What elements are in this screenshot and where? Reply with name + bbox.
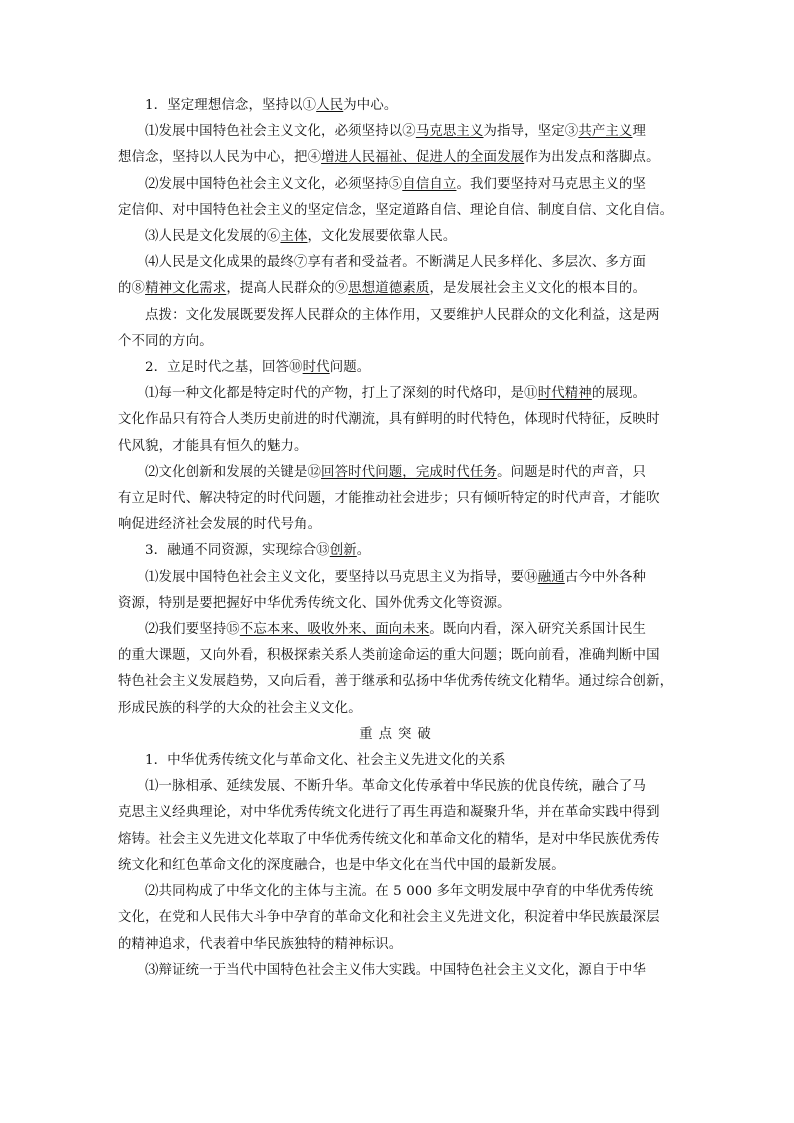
underlined-answer: 主体 xyxy=(280,229,308,245)
underlined-answer: 思想道德素质 xyxy=(348,281,430,297)
point-2-heading xyxy=(118,355,678,381)
text-segment: 文化作品只有符合人类历史前进的时代潮流，具有鲜明的时代特色，体现时代特征，反映时 xyxy=(118,412,660,428)
underlined-answer: 不忘本来、吸收外来、面向未来 xyxy=(239,622,430,638)
point-2-1-line3 xyxy=(118,434,678,460)
text-segment: 点拨：文化发展既要发挥人民群众的主体作用，又要维护人民群众的文化利益，这是两 xyxy=(145,307,660,323)
tip-line1 xyxy=(118,303,678,329)
text-segment: ，是发展社会主义文化的根本目的。 xyxy=(429,281,647,297)
text-segment: 个不同的方向。 xyxy=(118,333,213,349)
underlined-answer: 创新 xyxy=(329,543,357,559)
point-1-3 xyxy=(118,224,678,250)
text-segment: ⑴发展中国特色社会主义文化，要坚持以马克思主义为指导，要⑭ xyxy=(145,569,538,585)
text-segment: 克思主义经典理论，对中华优秀传统文化进行了再生再造和凝聚升华，并在革命实践中得到 xyxy=(118,805,660,821)
breakthrough-1-1-line1 xyxy=(118,774,678,800)
text-segment: 。问题是时代的声音，只 xyxy=(497,464,647,480)
point-1-1-line2 xyxy=(118,145,678,171)
breakthrough-1-heading xyxy=(118,748,678,774)
text-segment: 想信念，坚持以人民为中心，把④ xyxy=(118,150,322,166)
text-segment: 问题。 xyxy=(329,360,371,376)
underlined-answer: 增进人民福祉、促进人的全面发展 xyxy=(321,150,525,166)
text-segment: ⑶人民是文化发展的⑥ xyxy=(145,229,281,245)
text-segment: ⑴每一种文化都是特定时代的产物，打上了深刻的时代烙印，是⑪ xyxy=(145,386,538,402)
text-segment: 特色社会主义发展趋势，又向后看，善于继承和弘扬中华优秀传统文化精华。通过综合创新， xyxy=(118,674,674,690)
text-segment: 2．立足时代之基，回答⑩ xyxy=(145,360,303,376)
text-segment: ，文化发展要依靠人民。 xyxy=(307,229,457,245)
section-heading xyxy=(118,722,678,748)
text-segment: 作为出发点和落脚点。 xyxy=(524,150,660,166)
text-segment: ⑴一脉相承、延续发展、不断升华。革命文化传承着中华民族的优良传统，融合了马 xyxy=(145,779,647,795)
underlined-answer: 精神文化需求 xyxy=(145,281,227,297)
text-segment: 古今中外各种 xyxy=(564,569,647,585)
text-segment: 1．坚定理想信念，坚持以① xyxy=(145,98,317,113)
point-3-1-line2 xyxy=(118,591,678,617)
text-segment: 形成民族的科学的大众的社会主义文化。 xyxy=(118,700,362,716)
text-segment: 有立足时代、解决特定的时代问题，才能推动社会进步；只有倾听特定的时代声音，才能吹 xyxy=(118,491,660,507)
text-segment: 定信仰、对中国特色社会主义的坚定信念，坚定道路自信、理论自信、制度自信、文化自信。 xyxy=(118,202,674,218)
point-3-2-line4 xyxy=(118,696,678,722)
text-segment: 。我们要坚持对马克思主义的坚 xyxy=(456,176,647,192)
document-page xyxy=(118,93,678,984)
breakthrough-1-2-line1 xyxy=(118,879,678,905)
text-segment: ⑶辩证统一于当代中国特色社会主义伟大实践。中国特色社会主义文化，源自于中华 xyxy=(145,962,647,978)
text-segment: 重点突破 xyxy=(359,726,437,742)
text-segment: 代风貌，才能具有恒久的魅力。 xyxy=(118,438,308,454)
text-segment: 1．中华优秀传统文化与革命文化、社会主义先进文化的关系 xyxy=(145,753,506,769)
text-segment: ⑵发展中国特色社会主义文化，必须坚持⑤ xyxy=(145,176,403,192)
point-2-2-line2 xyxy=(118,486,678,512)
underlined-answer: 回答时代问题，完成时代任务 xyxy=(321,464,498,480)
underlined-answer: 人民 xyxy=(316,98,344,113)
point-2-2-line1 xyxy=(118,460,678,486)
point-2-1-line2 xyxy=(118,407,678,433)
point-1-heading xyxy=(118,93,678,119)
breakthrough-1-2-line3 xyxy=(118,932,678,958)
text-segment: ⑵共同构成了中华文化的主体与主流。在 5 000 多年文明发展中孕育的中华优秀传统 xyxy=(145,884,654,900)
point-3-2-line1 xyxy=(118,617,678,643)
text-segment: 响促进经济社会发展的时代号角。 xyxy=(118,517,322,533)
breakthrough-1-2-line2 xyxy=(118,905,678,931)
text-segment: 文化，在党和人民伟大斗争中孕育的革命文化和社会主义先进文化，积淀着中华民族最深层 xyxy=(118,910,660,926)
text-segment: 为中心。 xyxy=(343,98,398,113)
point-3-2-line3 xyxy=(118,669,678,695)
breakthrough-1-1-line2 xyxy=(118,800,678,826)
text-segment: 熔铸。社会主义先进文化萃取了中华优秀传统文化和革命文化的精华，是对中华民族优秀传 xyxy=(118,831,660,847)
point-1-1-line1 xyxy=(118,119,678,145)
text-segment: 资源，特别是要把握好中华优秀传统文化、国外优秀文化等资源。 xyxy=(118,595,511,611)
text-segment: ⑵文化创新和发展的关键是⑫ xyxy=(145,464,322,480)
point-1-2-line2 xyxy=(118,198,678,224)
tip-line2 xyxy=(118,329,678,355)
text-segment: ⑷人民是文化成果的最终⑦享有者和受益者。不断满足人民多样化、多层次、多方面 xyxy=(145,255,647,271)
underlined-answer: 自信自立 xyxy=(402,176,457,192)
text-segment: 为指导，坚定③ xyxy=(483,124,579,140)
underlined-answer: 时代精神 xyxy=(537,386,592,402)
breakthrough-1-3-line1 xyxy=(118,958,678,984)
underlined-answer: 时代 xyxy=(302,360,330,376)
point-1-4-line2 xyxy=(118,276,678,302)
text-segment: 。 xyxy=(356,543,371,559)
text-segment: ⑵我们要坚持⑮ xyxy=(145,622,240,638)
text-segment: 的重大课题，又向外看，积极探索关系人类前途命运的重大问题；既向前看，准确判断中国 xyxy=(118,648,660,664)
underlined-answer: 共产主义 xyxy=(578,124,633,140)
point-1-4-line1 xyxy=(118,250,678,276)
point-2-1-line1 xyxy=(118,381,678,407)
text-segment: ⑴发展中国特色社会主义文化，必须坚持以② xyxy=(145,124,416,140)
underlined-answer: 融通 xyxy=(537,569,565,585)
underlined-answer: 马克思主义 xyxy=(415,124,484,140)
point-3-1-line1 xyxy=(118,565,678,591)
point-3-2-line2 xyxy=(118,643,678,669)
breakthrough-1-1-line4 xyxy=(118,853,678,879)
text-segment: 理 xyxy=(632,124,647,140)
breakthrough-1-1-line3 xyxy=(118,827,678,853)
text-segment: 3．融通不同资源，实现综合⑬ xyxy=(145,543,330,559)
point-1-2-line1 xyxy=(118,172,678,198)
text-segment: 的⑧ xyxy=(118,281,146,297)
text-segment: 。既向内看，深入研究关系国计民生 xyxy=(429,622,647,638)
point-3-heading xyxy=(118,538,678,564)
text-segment: 的精神追求，代表着中华民族独特的精神标识。 xyxy=(118,936,403,952)
text-segment: 的展现。 xyxy=(591,386,647,402)
point-2-2-line3 xyxy=(118,512,678,538)
text-segment: 统文化和红色革命文化的深度融合，也是中华文化在当代中国的最新发展。 xyxy=(118,857,565,873)
text-segment: ，提高人民群众的⑨ xyxy=(226,281,349,297)
